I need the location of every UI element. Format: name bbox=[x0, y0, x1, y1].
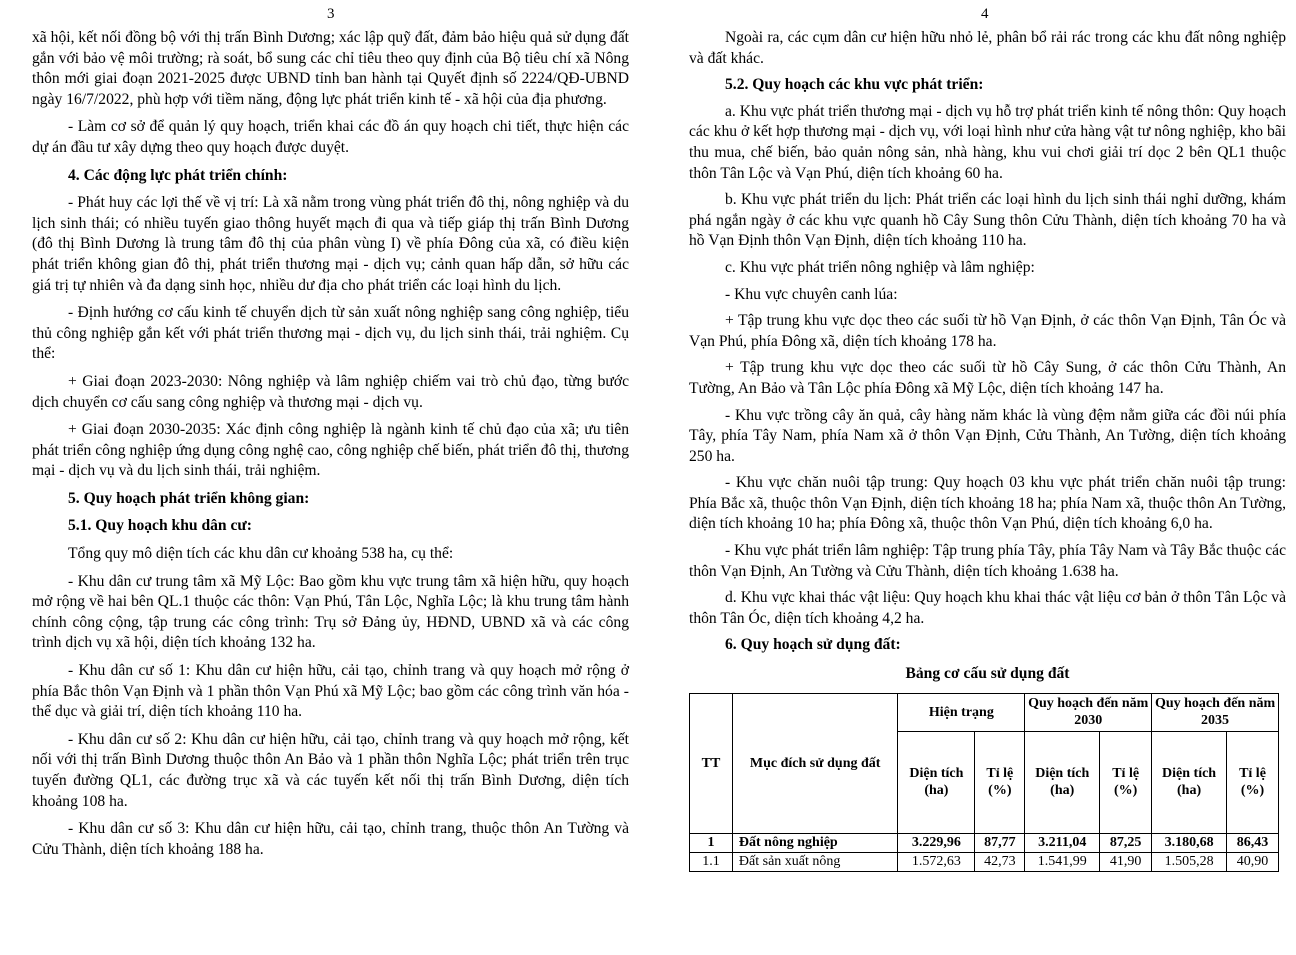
paragraph: - Khu dân cư số 2: Khu dân cư hiện hữu, cải tạo, chỉnh trang và quy hoạch mở rộng, kết nối với thị trấn Bình Dương thuộc thôn An Bảo và 1 phần thôn Nghĩa Lộc; phát triển trên trục tuyến đường QL1, các đường trục xã và các tuyến kết nối thị trấn Bình Dương, diện tích khoảng 108 ha. bbox=[32, 730, 629, 810]
paragraph: - Định hướng cơ cấu kinh tế chuyển dịch từ sản xuất nông nghiệp sang công nghiệp, tiểu thủ công nghiệp gắn kết với phát triển thương mại - dịch vụ, du lịch sinh thái, trải nghiệm. Cụ thể: bbox=[32, 304, 629, 363]
page-number: 4 bbox=[981, 6, 989, 22]
cell-area-2030: 3.211,04 bbox=[1025, 833, 1100, 852]
header-area: Diện tích (ha) bbox=[898, 731, 975, 833]
cell-ratio-2035: 86,43 bbox=[1227, 833, 1279, 852]
header-2035: Quy hoạch đến năm 2035 bbox=[1152, 693, 1279, 731]
section-heading: 5. Quy hoạch phát triển không gian: bbox=[68, 489, 310, 507]
subsection-heading: 5.2. Quy hoạch các khu vực phát triển: bbox=[725, 76, 984, 94]
cell-ratio-current: 42,73 bbox=[975, 852, 1025, 871]
header-purpose: Mục đích sử dụng đất bbox=[732, 693, 898, 833]
section-heading: 4. Các động lực phát triển chính: bbox=[68, 166, 288, 184]
subsection-heading: 5.1. Quy hoạch khu dân cư: bbox=[68, 517, 252, 535]
cell-area-current: 1.572,63 bbox=[898, 852, 975, 871]
paragraph: xã hội, kết nối đồng bộ với thị trấn Bình Dương; xác lập quỹ đất, đảm bảo hiệu quả sử dụng đất gắn với bảo vệ môi trường; rà soát, bổ sung các chỉ tiêu theo quy định của Bộ tiêu chí xã Nông thôn mới giai đoạn 2021-2025 được UBND tỉnh ban hành tại Quyết định số 2224/QĐ-UBND ngày 16/7/2022, phù hợp với tiềm năng, động lực phát triển kinh tế - xã hội của địa phương. bbox=[32, 29, 629, 108]
paragraph: - Khu dân cư trung tâm xã Mỹ Lộc: Bao gồm khu vực trung tâm xã hiện hữu, quy hoạch mở rộng về hai bên QL.1 thuộc các thôn: Vạn Phú, Tân Lộc, Nghĩa Lộc; là khu trung tâm hành chính công cộng, tập trung các công trình: Trụ sở Đảng ủy, HĐND, UBND xã và các công trình dịch vụ xã hội, diện tích khoảng 132 ha. bbox=[32, 572, 629, 652]
cell-tt: 1 bbox=[690, 833, 733, 852]
paragraph: + Tập trung khu vực dọc theo các suối từ hồ Vạn Định, ở các thôn Vạn Định, Tân Óc và Vạn Phú, phía Đông xã, diện tích khoảng 178 ha. bbox=[689, 312, 1286, 350]
cell-purpose: Đất nông nghiệp bbox=[732, 833, 898, 852]
table-row bbox=[690, 833, 1279, 852]
section-heading: 6. Quy hoạch sử dụng đất: bbox=[725, 636, 901, 654]
cell-ratio-2035: 40,90 bbox=[1227, 852, 1279, 871]
paragraph: - Khu dân cư số 1: Khu dân cư hiện hữu, cải tạo, chỉnh trang và quy hoạch mở rộng ở phía Bắc thôn Vạn Định và 1 phần thôn Vạn Phú xã Mỹ Lộc; bao gồm các công trình văn hóa - thể dục và giải trí, diện tích khoảng 110 ha. bbox=[32, 662, 629, 721]
table-title: Bảng cơ cấu sử dụng đất bbox=[905, 665, 1070, 683]
left-page-body bbox=[32, 28, 629, 867]
header-current: Hiện trạng bbox=[898, 693, 1025, 731]
header-area: Diện tích (ha) bbox=[1152, 731, 1227, 833]
cell-ratio-2030: 41,90 bbox=[1100, 852, 1152, 871]
paragraph: - Khu vực trồng cây ăn quả, cây hàng năm khác là vùng đệm nằm giữa các đồi núi phía Tây, phía Tây Nam, phía Nam xã ở thôn Vạn Định, Cửu Thành, An Tường, diện tích khoảng 250 ha. bbox=[689, 406, 1286, 465]
right-page bbox=[648, 0, 1296, 955]
page-number: 3 bbox=[327, 6, 335, 22]
right-page-body bbox=[689, 28, 1286, 872]
header-area: Diện tích (ha) bbox=[1025, 731, 1100, 833]
paragraph: Ngoài ra, các cụm dân cư hiện hữu nhỏ lẻ, phân bổ rải rác trong các khu đất nông nghiệp và đất khác. bbox=[689, 29, 1286, 67]
header-ratio: Tỉ lệ (%) bbox=[1100, 731, 1152, 833]
paragraph: + Giai đoạn 2023-2030: Nông nghiệp và lâm nghiệp chiếm vai trò chủ đạo, từng bước dịch chuyển cơ cấu sang công nghiệp và thương mại - dịch vụ. bbox=[32, 372, 629, 411]
paragraph: - Khu vực phát triển lâm nghiệp: Tập trung phía Tây, phía Tây Nam và Tây Bắc thuộc các thôn Vạn Định, An Tường và Cửu Thành, diện tích khoảng 1.638 ha. bbox=[689, 542, 1286, 580]
table-row bbox=[690, 852, 1279, 871]
paragraph: - Phát huy các lợi thế về vị trí: Là xã nằm trong vùng phát triển đô thị, nông nghiệp và du lịch sinh thái; có nhiều tuyến giao thông huyết mạch đi qua và tiếp giáp thị trấn Bình Dương (đô thị Bình Dương là trung tâm đô thị của phân vùng I) về phía Đông của xã, có điều kiện phát triển không gian đô thị, phát triển thương mại - dịch vụ; cảnh quan hấp dẫn, sở hữu các giá trị tự nhiên và đa dạng sinh học, nhiều dư địa cho phát triển các loại hình du lịch. bbox=[32, 194, 629, 294]
cell-ratio-2030: 87,25 bbox=[1100, 833, 1152, 852]
header-ratio: Tỉ lệ (%) bbox=[975, 731, 1025, 833]
header-tt: TT bbox=[690, 693, 733, 833]
paragraph: - Khu vực chăn nuôi tập trung: Quy hoạch 03 khu vực phát triển chăn nuôi tập trung: Phía Bắc xã, thuộc thôn Vạn Định, diện tích khoảng 18 ha; phía Nam xã, thuộc thôn An Tường, diện tích khoảng 10 ha; phía Đông xã, thuộc thôn Vạn Phú, diện tích khoảng 6,0 ha. bbox=[689, 474, 1286, 533]
paragraph: + Giai đoạn 2030-2035: Xác định công nghiệp là ngành kinh tế chủ đạo của xã; ưu tiên phát triển công nghiệp ứng dụng công nghệ cao, công nghiệp chế biến, phát triển đô thị, thương mại - dịch vụ và du lịch sinh thái, trải nghiệm. bbox=[32, 421, 629, 480]
cell-purpose: Đất sản xuất nông bbox=[732, 852, 898, 871]
cell-area-2030: 1.541,99 bbox=[1025, 852, 1100, 871]
paragraph: Tổng quy mô diện tích các khu dân cư khoảng 538 ha, cụ thể: bbox=[68, 545, 454, 563]
paragraph: b. Khu vực phát triển du lịch: Phát triển các loại hình du lịch sinh thái nghỉ dưỡng, khám phá ngắn ngày ở các khu vực quanh hồ Cây Sung thôn Cửu Thành, diện tích khoảng 70 ha và hồ Vạn Định thôn Vạn Định, diện tích khoảng 110 ha. bbox=[689, 191, 1286, 250]
header-ratio: Tỉ lệ (%) bbox=[1227, 731, 1279, 833]
paragraph: - Khu dân cư số 3: Khu dân cư hiện hữu, cải tạo, chỉnh trang, thuộc thôn An Tường và Cửu Thành, diện tích khoảng 188 ha. bbox=[32, 820, 629, 858]
paragraph: - Làm cơ sở để quản lý quy hoạch, triển khai các đồ án quy hoạch chi tiết, thực hiện các dự án đầu tư xây dựng theo quy hoạch được duyệt. bbox=[32, 118, 629, 156]
paragraph: d. Khu vực khai thác vật liệu: Quy hoạch khu khai thác vật liệu cơ bản ở thôn Tân Lộc và thôn Tân Óc, diện tích khoảng 4,2 ha. bbox=[689, 589, 1286, 627]
cell-ratio-current: 87,77 bbox=[975, 833, 1025, 852]
cell-area-2035: 1.505,28 bbox=[1152, 852, 1227, 871]
cell-tt: 1.1 bbox=[690, 852, 733, 871]
cell-area-2035: 3.180,68 bbox=[1152, 833, 1227, 852]
header-2030: Quy hoạch đến năm 2030 bbox=[1025, 693, 1152, 731]
cell-area-current: 3.229,96 bbox=[898, 833, 975, 852]
paragraph: + Tập trung khu vực dọc theo các suối từ hồ Cây Sung, ở các thôn Cửu Thành, An Tường, An Bảo và Tân Lộc phía Đông xã Mỹ Lộc, diện tích khoảng 147 ha. bbox=[689, 359, 1286, 397]
land-use-table bbox=[689, 693, 1279, 872]
paragraph: a. Khu vực phát triển thương mại - dịch vụ hỗ trợ phát triển kinh tế nông thôn: Quy hoạch các khu ở kết hợp thương mại - dịch vụ, với loại hình như cửa hàng vật tư nông nghiệp, kho bãi thu mua, chế biến, bảo quản nông sản, nhà hàng, khu vui chơi giải trí dọc 2 bên QL1 thuộc thôn Tân Lộc và Vạn Phú, diện tích khoảng 60 ha. bbox=[689, 102, 1286, 182]
paragraph: c. Khu vực phát triển nông nghiệp và lâm nghiệp: bbox=[725, 258, 1035, 276]
paragraph: - Khu vực chuyên canh lúa: bbox=[725, 285, 898, 303]
